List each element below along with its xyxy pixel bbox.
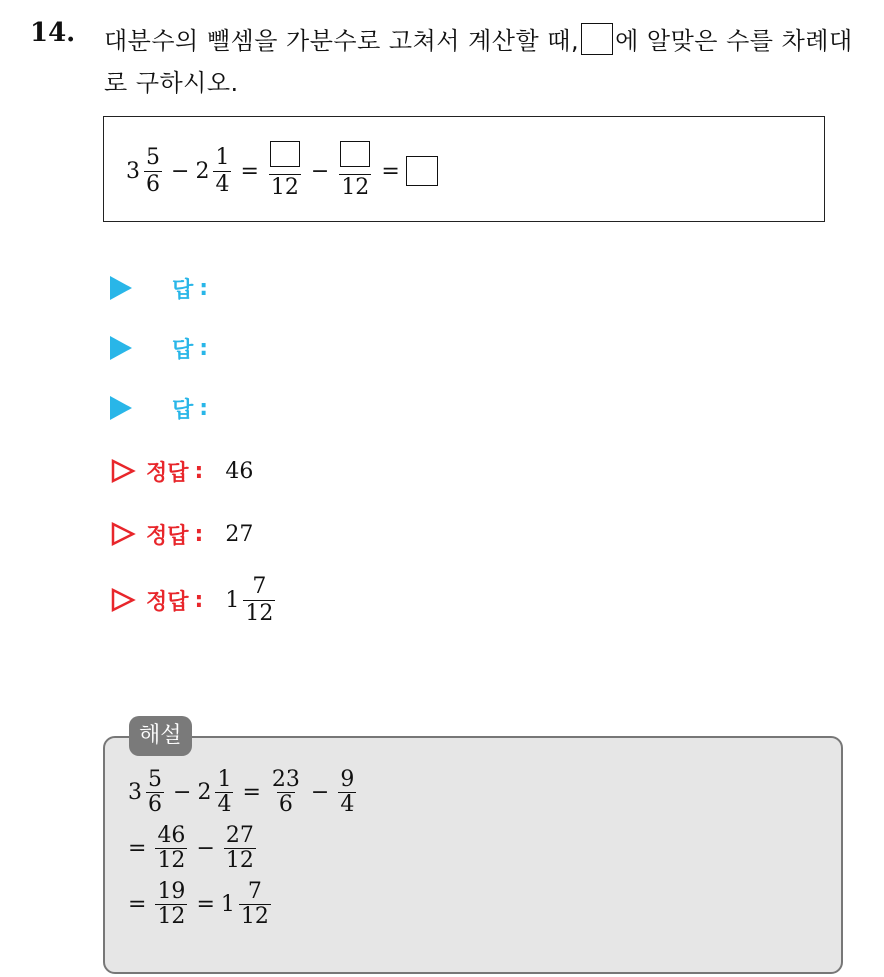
answer-prompt-1 [110, 268, 208, 308]
outline-triangle-icon [110, 521, 136, 547]
question-text [104, 20, 874, 104]
blank-box-icon [581, 23, 613, 55]
correct-value: 27 [225, 521, 254, 547]
correct-colon: : [194, 587, 204, 613]
equals-sign: = [381, 158, 400, 184]
correct-colon: : [194, 458, 204, 484]
answer-label: 답 [172, 337, 194, 363]
correct-answer-2 [110, 514, 253, 554]
answer-label: 답 [172, 277, 194, 303]
mixed-denominator: 12 [245, 600, 274, 626]
exp-fraction: $\frac{7}{12}$ [240, 879, 269, 929]
outline-triangle-icon [110, 458, 136, 484]
exp-fraction: $\frac{46}{12}$ [157, 823, 186, 873]
explanation-label: 해설 [129, 716, 192, 756]
blank-fraction-2-denominator: 12 [341, 175, 370, 200]
correct-label: 정답 [146, 523, 189, 549]
answer-prompt-2 [110, 328, 208, 368]
blank-fraction-1 [268, 141, 302, 201]
blank-fraction-2 [338, 141, 372, 201]
exp-whole: 3 [128, 780, 142, 805]
equals-sign: = [128, 892, 147, 917]
answer-prompt-3 [110, 388, 208, 428]
answer-colon: : [199, 335, 209, 361]
answer-colon: : [199, 395, 209, 421]
correct-answer-3 [110, 570, 278, 630]
question-text-part2: 에 알맞은 수를 차례대로 구하시오. [104, 27, 853, 97]
term2-whole: 2 [195, 158, 210, 184]
exp-fraction: $\frac{23}{6}$ [271, 767, 300, 817]
answer-label: 답 [172, 397, 194, 423]
term1-numerator: 5 [146, 144, 160, 170]
minus-sign: − [173, 780, 192, 805]
exp-fraction: $\frac{27}{12}$ [225, 823, 254, 873]
blank-box-icon [270, 141, 300, 167]
correct-value: 46 [225, 458, 254, 484]
mixed-numerator: 7 [252, 573, 267, 599]
term1-fraction [144, 145, 162, 198]
mixed-fraction [243, 574, 275, 627]
question-number: 14. [30, 18, 76, 48]
answer-colon: : [199, 275, 209, 301]
mixed-whole: 1 [225, 587, 240, 613]
equation [126, 139, 438, 203]
term2-fraction [213, 145, 231, 198]
equals-sign: = [128, 836, 147, 861]
explanation-line-3 [128, 880, 274, 929]
term1-denominator: 6 [146, 171, 160, 197]
exp-fraction: $\frac{19}{12}$ [157, 879, 186, 929]
minus-sign: − [310, 158, 330, 184]
equation-box [103, 116, 825, 222]
equals-sign: = [196, 892, 215, 917]
exp-fraction: $\frac{1}{4}$ [217, 767, 232, 817]
minus-sign: − [171, 158, 190, 184]
correct-colon: : [194, 521, 204, 547]
equals-sign: = [242, 780, 261, 805]
term2-denominator: 4 [215, 171, 230, 197]
exp-fraction: $\frac{9}{4}$ [340, 767, 355, 817]
minus-sign: − [196, 836, 215, 861]
question-text-part1: 대분수의 뺄셈을 가분수로 고쳐서 계산할 때, [104, 27, 580, 55]
correct-label: 정답 [146, 460, 189, 486]
blank-fraction-1-denominator: 12 [270, 175, 299, 200]
explanation-line-1 [128, 768, 359, 817]
exp-whole: 2 [197, 780, 212, 805]
play-triangle-icon [110, 336, 132, 360]
term1-whole: 3 [126, 158, 140, 184]
play-triangle-icon [110, 276, 132, 300]
correct-label: 정답 [146, 589, 189, 615]
correct-answer-1 [110, 451, 253, 491]
correct-value-mixed [225, 574, 278, 627]
outline-triangle-icon [110, 587, 136, 613]
exp-fraction: $\frac{5}{6}$ [148, 767, 162, 817]
exp-whole: 1 [220, 892, 235, 917]
equals-sign: = [240, 158, 259, 184]
explanation-line-2 [128, 824, 259, 873]
blank-box-icon [406, 156, 438, 186]
play-triangle-icon [110, 396, 132, 420]
term2-numerator: 1 [215, 144, 230, 170]
minus-sign: − [310, 780, 330, 805]
blank-box-icon [340, 141, 370, 167]
